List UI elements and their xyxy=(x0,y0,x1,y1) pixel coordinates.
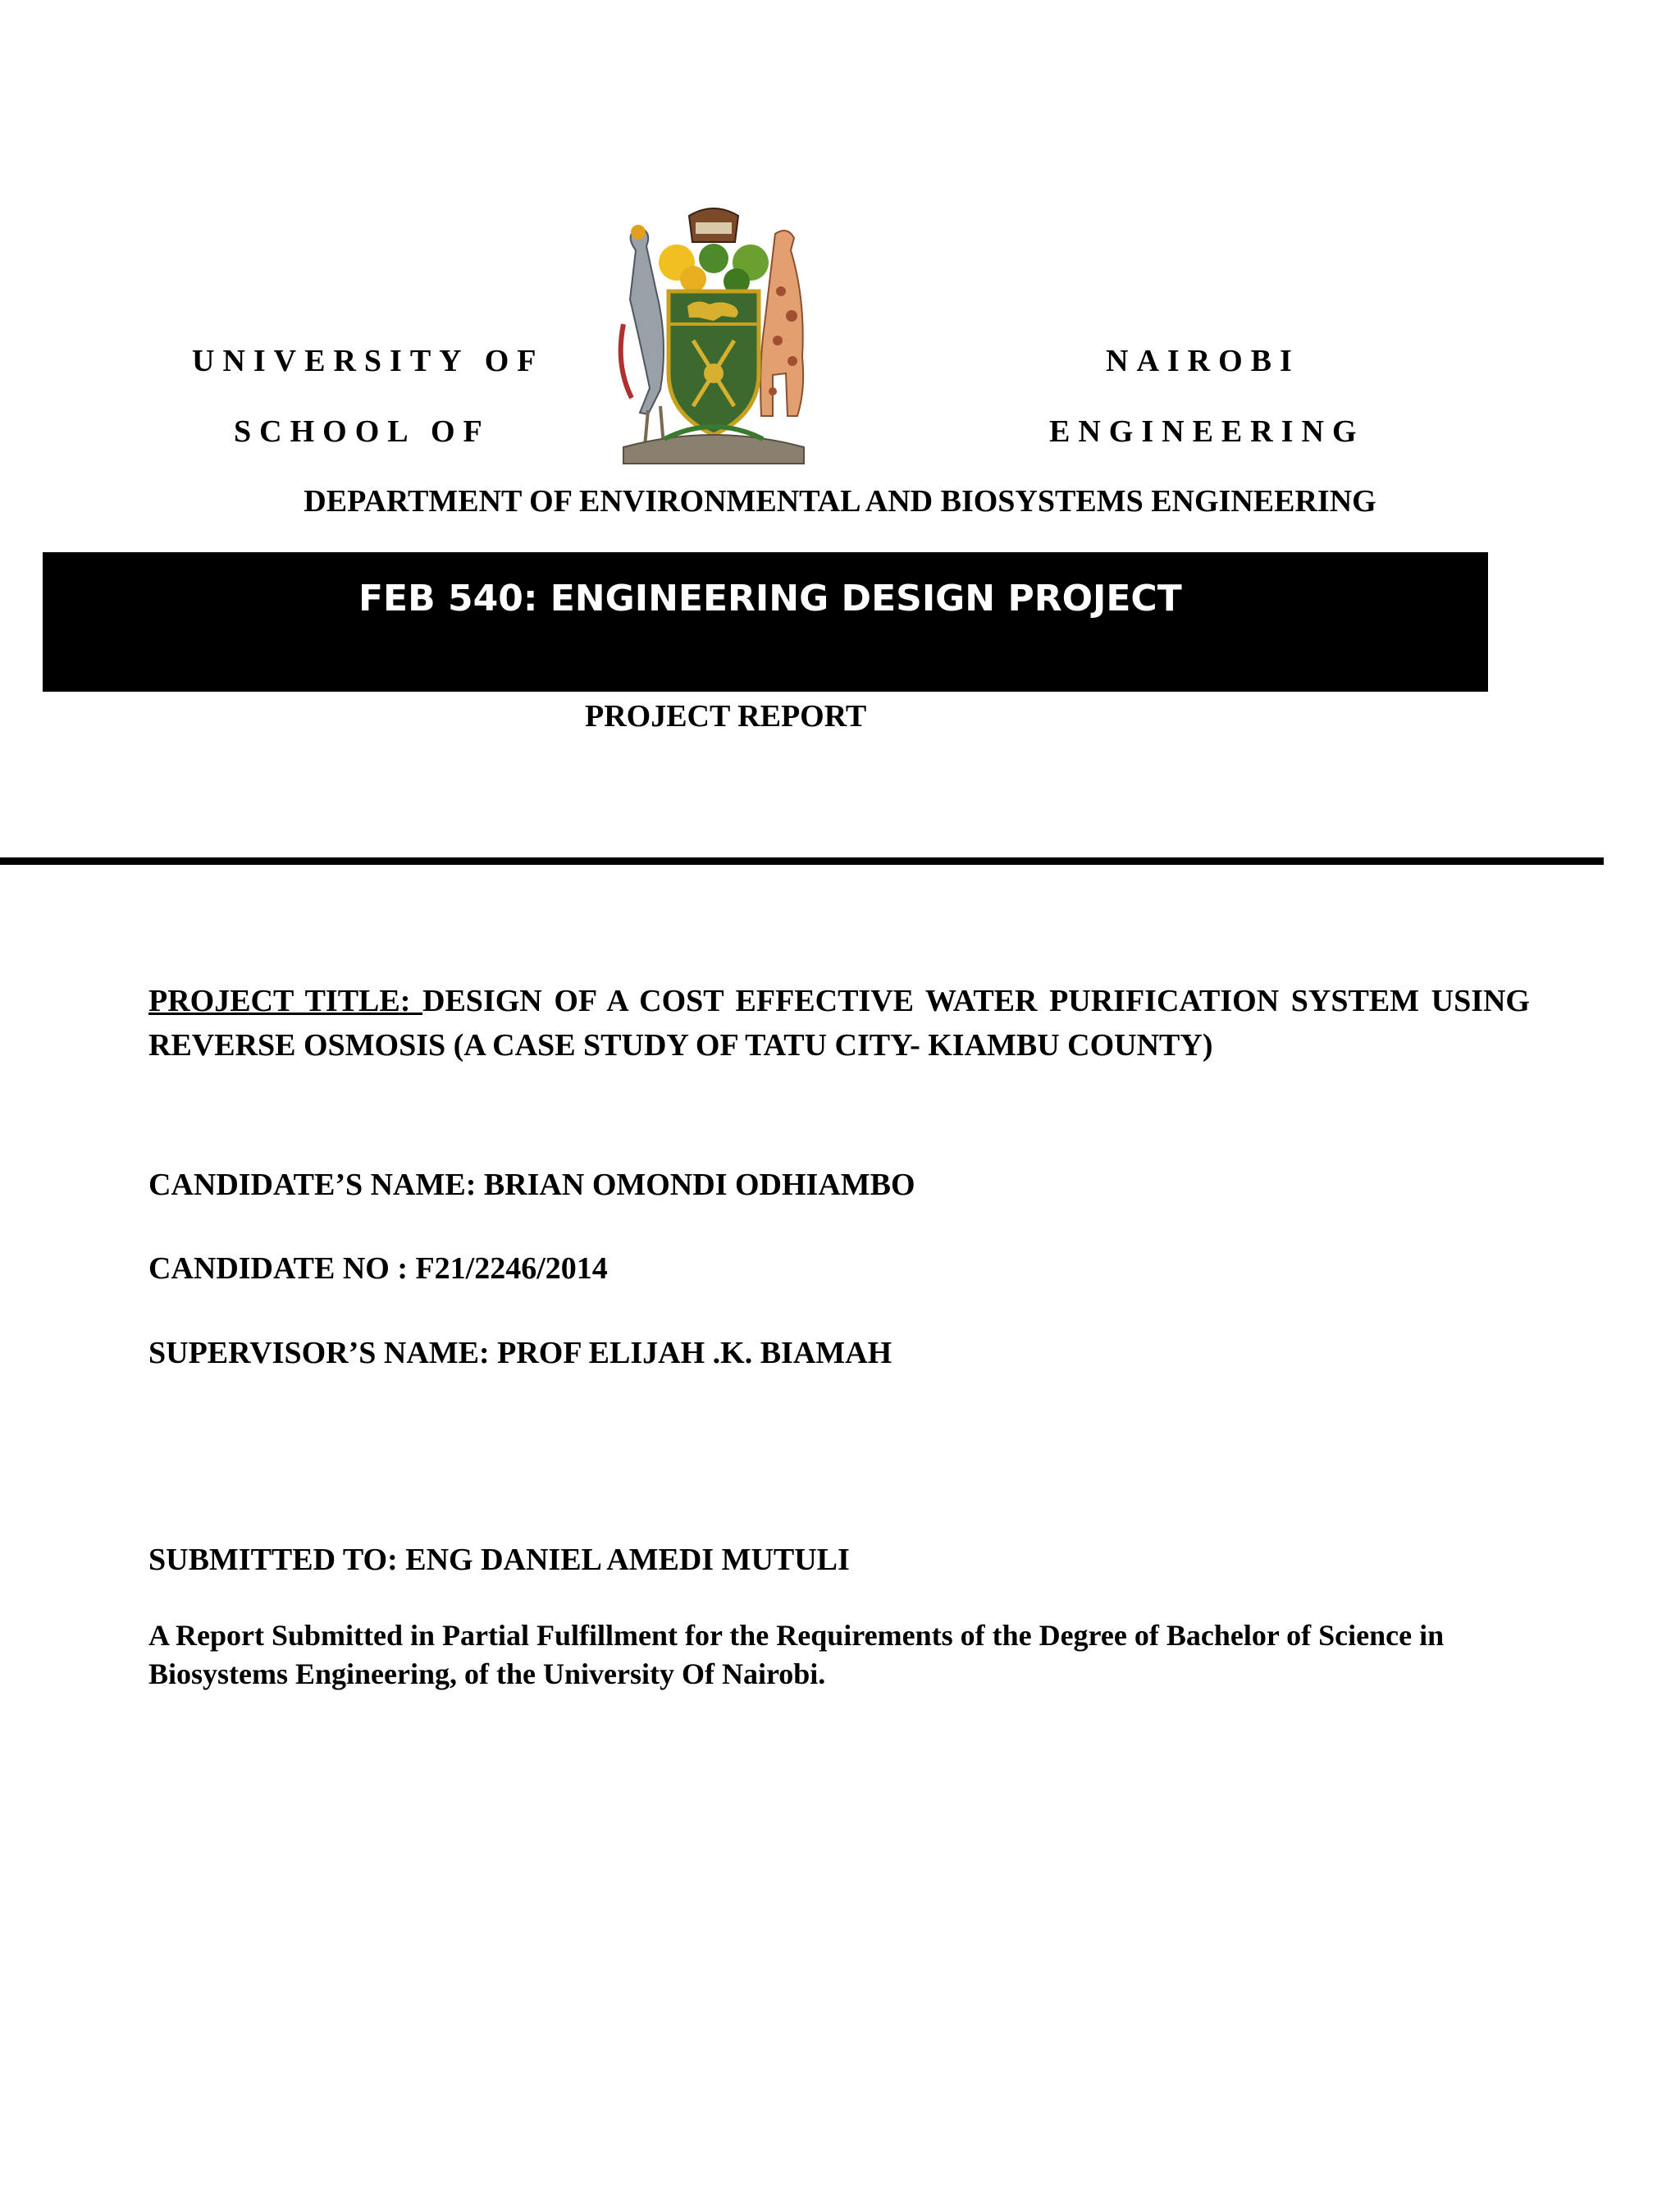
report-type-label: PROJECT REPORT xyxy=(585,699,867,734)
fulfillment-statement: A Report Submitted in Partial Fulfillment for the Requirements of the Degree of Bachelor of Science in Biosystems Engineering, of the University Of Nairobi. xyxy=(148,1619,1445,1690)
course-banner xyxy=(43,552,1488,692)
header-school-of: SCHOOL OF xyxy=(234,414,491,449)
candidate-name: CANDIDATE’S NAME: BRIAN OMONDI ODHIAMBO xyxy=(148,1168,915,1202)
submitted-to: SUBMITTED TO: ENG DANIEL AMEDI MUTULI xyxy=(148,1543,850,1577)
project-title-text: DESIGN OF A COST EFFECTIVE WATER PURIFICATION SYSTEM USING REVERSE OSMOSIS (A CASE STUDY OF TATU CITY- KIAMBU COUNTY) xyxy=(148,984,1530,1063)
header-university-of: UNIVERSITY OF xyxy=(192,344,545,378)
header-engineering: ENGINEERING xyxy=(1049,414,1365,449)
candidate-number: CANDIDATE NO : F21/2246/2014 xyxy=(148,1251,608,1286)
university-coat-of-arms-icon xyxy=(591,201,837,472)
supervisor-name: SUPERVISOR’S NAME: PROF ELIJAH .K. BIAMAH xyxy=(148,1336,892,1370)
header-nairobi: NAIROBI xyxy=(1106,344,1300,378)
project-title xyxy=(148,979,1530,1067)
divider-rule xyxy=(0,857,1604,865)
course-title: FEB 540: ENGINEERING DESIGN PROJECT xyxy=(358,578,1182,619)
project-title-label: PROJECT TITLE: xyxy=(148,984,423,1018)
department-name: DEPARTMENT OF ENVIRONMENTAL AND BIOSYSTEMS ENGINEERING xyxy=(304,484,1376,519)
